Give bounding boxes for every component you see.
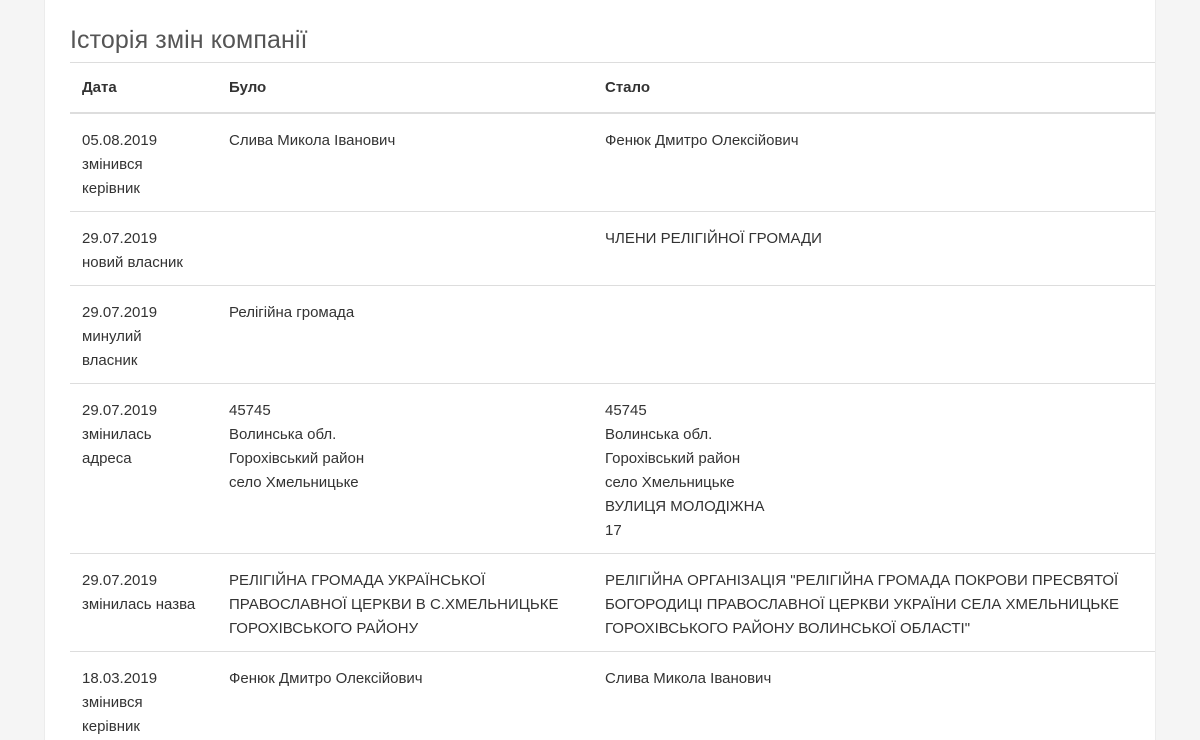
value-was-cell [217,212,593,286]
table-header [70,63,1156,114]
change-type: керівник [82,180,140,197]
change-date-cell [70,286,217,384]
table-header-row [70,63,1156,114]
value-now-cell [593,113,1156,212]
value-was-line: Горохівський район [229,450,365,467]
value-was-cell [217,384,593,554]
value-now-line: село Хмельницьке [605,474,735,491]
column-header-was: Було [217,63,593,114]
change-type: адреса [82,450,132,467]
value-now-line: Горохівський район [605,450,741,467]
table-row [70,286,1156,384]
change-type: керівник [82,718,140,735]
change-date-cell [70,212,217,286]
table-row [70,384,1156,554]
change-date: 05.08.2019 [82,132,158,149]
value-now-line: Фенюк Дмитро Олексійович [605,132,799,149]
value-now-cell [593,384,1156,554]
value-was-line: село Хмельницьке [229,474,359,491]
company-history-panel [44,0,1156,740]
table-row [70,212,1156,286]
value-now-cell [593,212,1156,286]
value-now-line: 45745 [605,402,647,419]
value-was-cell [217,554,593,652]
value-now-line: ЧЛЕНИ РЕЛІГІЙНОЇ ГРОМАДИ [605,230,822,247]
change-type: змінився [82,694,143,711]
change-type: змінилась назва [82,596,196,613]
change-type: новий власник [82,254,183,271]
change-date-cell [70,652,217,740]
column-header-now: Стало [593,63,1156,114]
table-row [70,652,1156,740]
value-was-line: Релігійна громада [229,304,355,321]
change-type: змінився [82,156,143,173]
value-now-line: Волинська обл. [605,426,713,443]
value-now-line: ГОРОХІВСЬКОГО РАЙОНУ ВОЛИНСЬКОЇ ОБЛАСТІ" [605,620,971,637]
value-now-line: 17 [605,522,622,539]
value-now-line: РЕЛІГІЙНА ОРГАНІЗАЦІЯ "РЕЛІГІЙНА ГРОМАДА ПОКРОВИ ПРЕСВЯТОЇ [605,572,1119,589]
value-now-line: ВУЛИЦЯ МОЛОДІЖНА [605,498,765,515]
value-now-cell [593,554,1156,652]
page-title: Історія змін компанії [70,26,308,54]
value-was-line: ПРАВОСЛАВНОЇ ЦЕРКВИ В С.ХМЕЛЬНИЦЬКЕ [229,596,559,613]
value-was-line: Фенюк Дмитро Олексійович [229,670,423,687]
value-was-cell [217,286,593,384]
value-now-cell [593,652,1156,740]
table-row [70,554,1156,652]
change-date: 18.03.2019 [82,670,158,687]
history-table [70,62,1156,740]
value-now-line: Слива Микола Іванович [605,670,772,687]
value-was-line: Слива Микола Іванович [229,132,396,149]
value-was-line: ГОРОХІВСЬКОГО РАЙОНУ [229,620,419,637]
change-date-cell [70,113,217,212]
value-now-cell [593,286,1156,384]
change-type: минулий [82,328,142,345]
table-body [70,113,1156,740]
value-was-line: Волинська обл. [229,426,337,443]
change-date: 29.07.2019 [82,572,158,589]
change-date: 29.07.2019 [82,304,158,321]
column-header-date: Дата [70,63,217,114]
change-date-cell [70,554,217,652]
value-was-line: РЕЛІГІЙНА ГРОМАДА УКРАЇНСЬКОЇ [229,572,486,589]
change-date: 29.07.2019 [82,402,158,419]
value-was-cell [217,113,593,212]
change-date: 29.07.2019 [82,230,158,247]
value-was-cell [217,652,593,740]
value-was-line: 45745 [229,402,271,419]
change-date-cell [70,384,217,554]
value-now-line: БОГОРОДИЦІ ПРАВОСЛАВНОЇ ЦЕРКВИ УКРАЇНИ СЕЛА ХМЕЛЬНИЦЬКЕ [605,596,1120,613]
table-row [70,113,1156,212]
change-type: змінилась [82,426,152,443]
change-type: власник [82,352,138,369]
